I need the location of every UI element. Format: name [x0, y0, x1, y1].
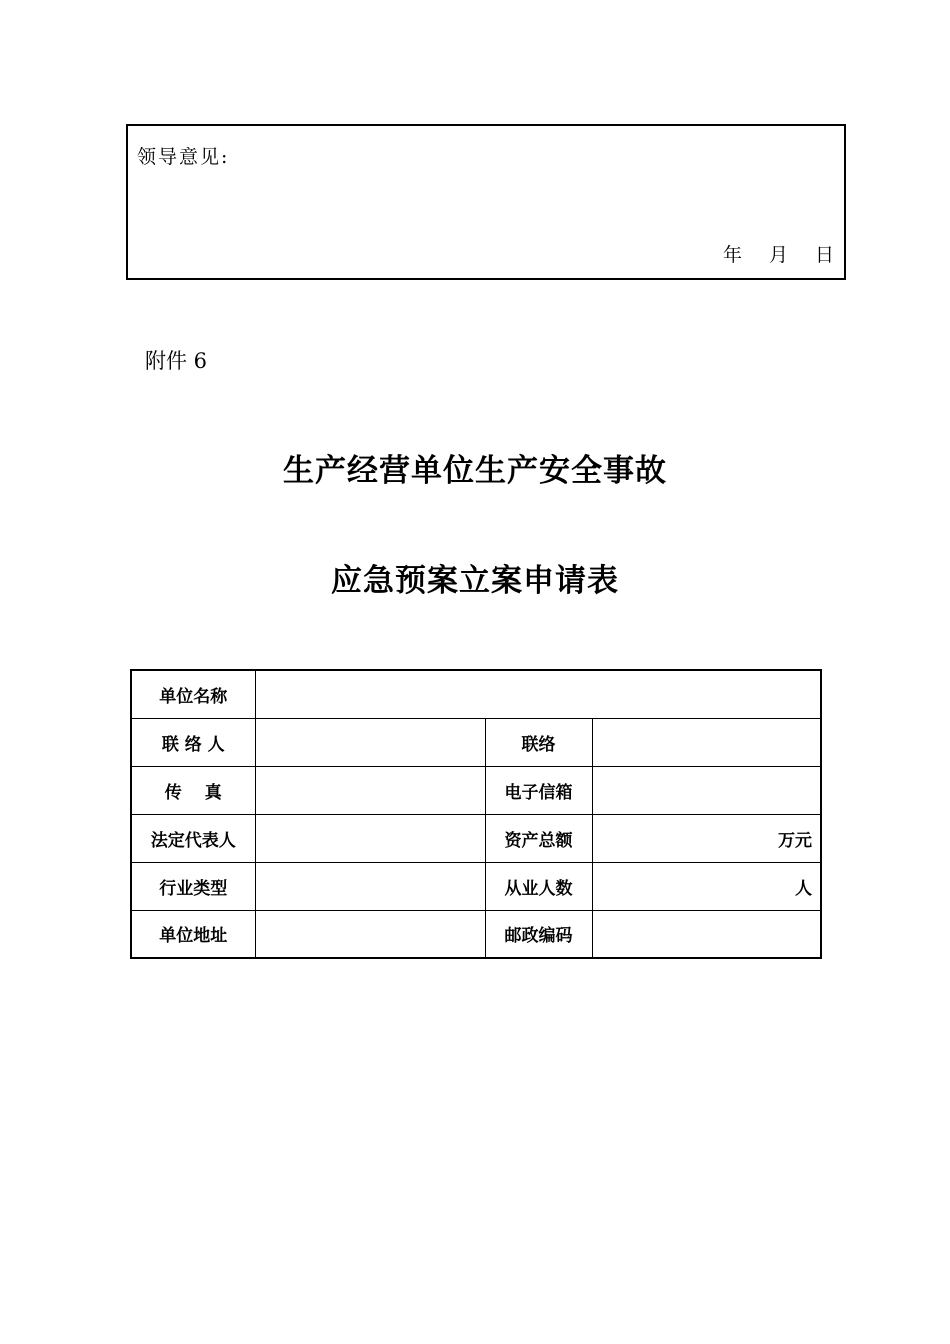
contact-person-field[interactable]: [255, 718, 485, 766]
contact-person-label: 联 络 人: [131, 718, 255, 766]
table-row: [131, 910, 821, 958]
legal-rep-label: 法定代表人: [131, 814, 255, 862]
email-label: 电子信箱: [485, 766, 592, 814]
page-title-line-2: 应急预案立案申请表: [331, 563, 619, 599]
table-row: [131, 862, 821, 910]
assets-unit: 万元: [778, 830, 813, 851]
fax-field[interactable]: [255, 766, 485, 814]
total-assets-label: 资产总额: [485, 814, 592, 862]
page-title-line-1: 生产经营单位生产安全事故: [283, 453, 667, 489]
unit-name-label: 单位名称: [131, 670, 255, 718]
leader-opinion-label: 领导意见:: [137, 146, 230, 168]
industry-type-label: 行业类型: [131, 862, 255, 910]
email-field[interactable]: [592, 766, 821, 814]
table-row: [131, 814, 821, 862]
address-field[interactable]: [255, 910, 485, 958]
employees-label: 从业人数: [485, 862, 592, 910]
year-label: 年: [722, 244, 742, 266]
total-assets-field[interactable]: [592, 814, 821, 862]
employees-unit: 人: [795, 878, 813, 899]
address-label: 单位地址: [131, 910, 255, 958]
postal-code-field[interactable]: [592, 910, 821, 958]
opinion-date: [723, 240, 834, 267]
unit-name-field[interactable]: [255, 670, 821, 718]
application-form-table: [130, 669, 822, 959]
fax-label: 传 真: [131, 766, 255, 814]
month-label: 月: [768, 244, 788, 266]
leader-opinion-box: [126, 124, 846, 280]
table-row: [131, 670, 821, 718]
table-row: [131, 718, 821, 766]
contact-field[interactable]: [592, 718, 821, 766]
attachment-label: 附件 6: [145, 349, 208, 373]
employees-field[interactable]: [592, 862, 821, 910]
industry-type-field[interactable]: [255, 862, 485, 910]
day-label: 日: [814, 244, 834, 266]
contact-label: 联络: [485, 718, 592, 766]
table-row: [131, 766, 821, 814]
postal-code-label: 邮政编码: [485, 910, 592, 958]
legal-rep-field[interactable]: [255, 814, 485, 862]
